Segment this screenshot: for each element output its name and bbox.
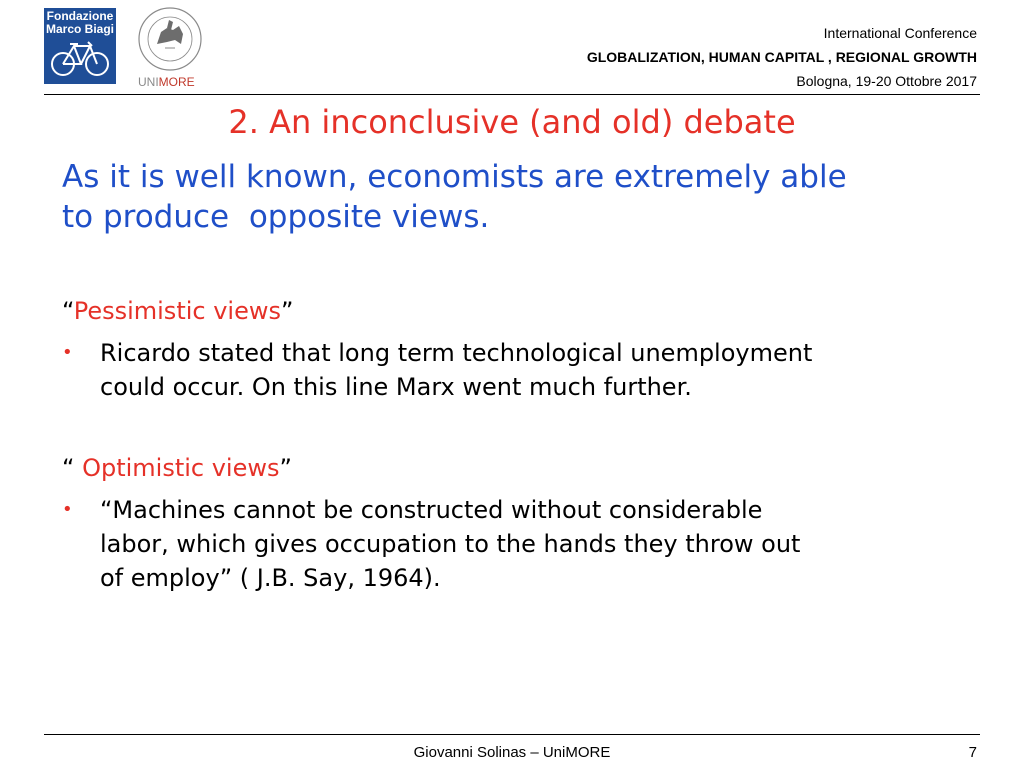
close-quote: ” (279, 454, 292, 482)
bullet-text-line-2: labor, which gives occupation to the hands they throw out (100, 530, 801, 558)
open-quote: “ (62, 297, 74, 325)
page-number: 7 (968, 744, 977, 761)
bullet-icon: • (62, 342, 73, 363)
lead-line-2: to produce opposite views. (62, 199, 490, 235)
optimistic-bullet (62, 493, 962, 595)
fondazione-marco-biagi-logo (44, 8, 116, 84)
lead-text (62, 157, 962, 237)
university-seal-icon (137, 6, 203, 72)
slide-title: 2. An inconclusive (and old) debate (228, 103, 796, 141)
optimistic-heading (62, 453, 292, 483)
footer-author: Giovanni Solinas – UniMORE (413, 744, 611, 761)
bicycle-icon (48, 38, 112, 78)
header-divider (44, 94, 980, 95)
footer-divider (44, 734, 980, 735)
unimore-more: MORE (158, 75, 195, 89)
pessimistic-heading (62, 296, 293, 326)
logo-text-line2: Marco Biagi (45, 22, 114, 36)
unimore-uni: UNI (138, 75, 159, 89)
pessimistic-label: Pessimistic views (73, 297, 281, 325)
bullet-icon: • (62, 499, 73, 520)
logo-text-line1: Fondazione (46, 9, 114, 23)
bullet-text-line-2: could occur. On this line Marx went much further. (100, 373, 692, 401)
lead-line-1: As it is well known, economists are extremely able (62, 159, 847, 195)
bullet-text-line-1: “Machines cannot be constructed without considerable (100, 496, 763, 524)
conference-name: GLOBALIZATION, HUMAN CAPITAL , REGIONAL GROWTH (586, 49, 977, 65)
pessimistic-bullet (62, 336, 962, 404)
bullet-text-line-1: Ricardo stated that long term technological unemployment (100, 339, 813, 367)
conference-info (587, 21, 977, 93)
conference-place-date: Bologna, 19-20 Ottobre 2017 (796, 73, 977, 89)
conference-type: International Conference (823, 25, 977, 41)
open-quote: “ (62, 454, 83, 482)
optimistic-label: Optimistic views (82, 454, 280, 482)
unimore-logo-text (138, 75, 195, 89)
close-quote: ” (280, 297, 294, 325)
bullet-text-line-3: of employ” ( J.B. Say, 1964). (100, 564, 441, 592)
